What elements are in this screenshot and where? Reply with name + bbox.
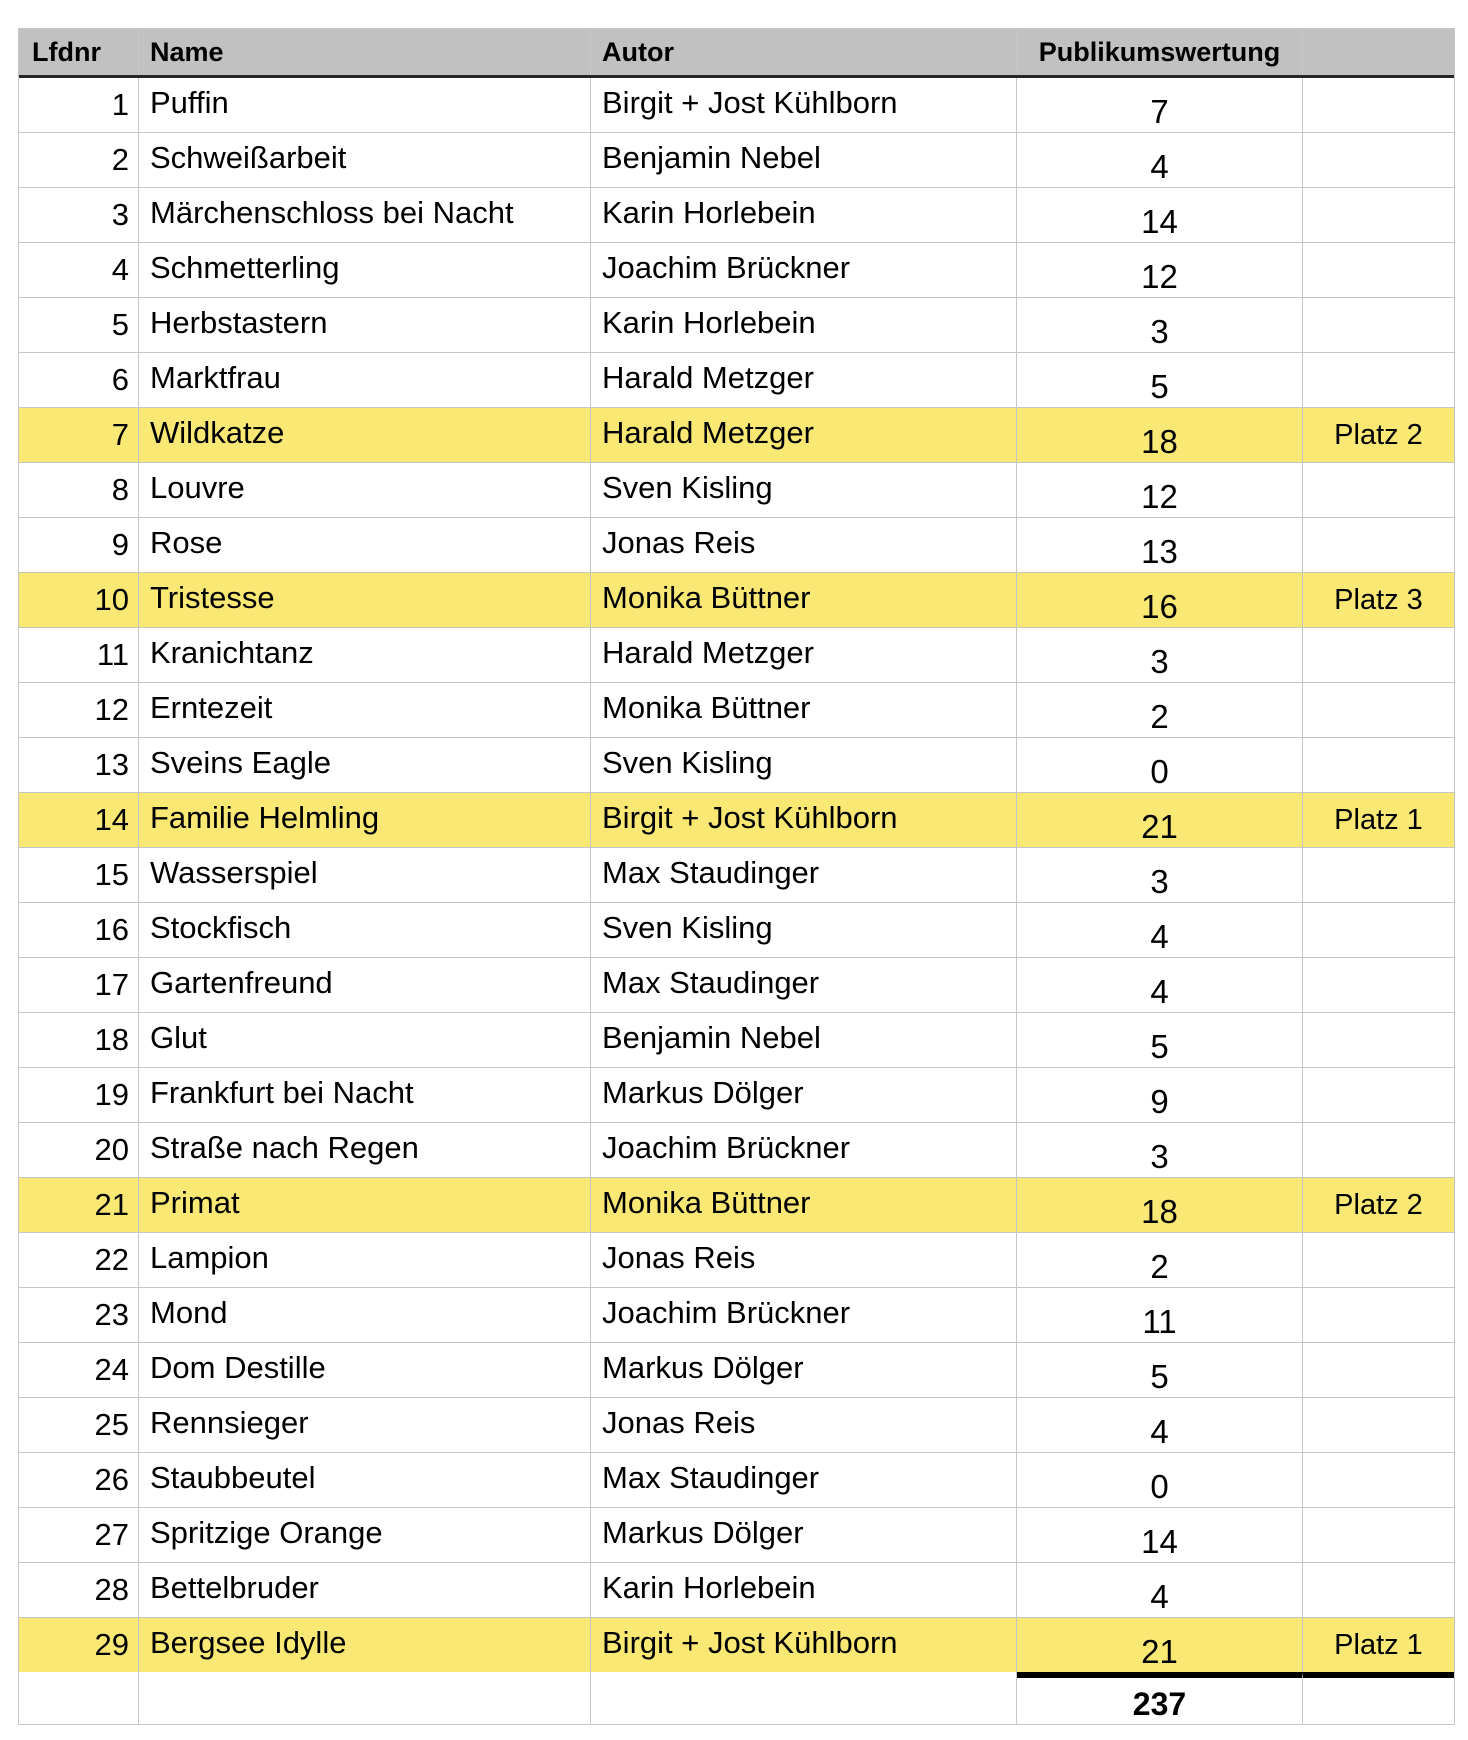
table-row bbox=[19, 353, 1454, 408]
total-cell-lfdnr[interactable] bbox=[19, 1672, 139, 1724]
cell-lfdnr[interactable]: 2 bbox=[19, 133, 139, 187]
cell-autor[interactable]: Karin Horlebein bbox=[591, 1563, 1017, 1617]
cell-wertung[interactable]: 18 bbox=[1017, 1178, 1303, 1232]
cell-lfdnr[interactable]: 10 bbox=[19, 573, 139, 627]
cell-lfdnr[interactable]: 25 bbox=[19, 1398, 139, 1452]
table-row bbox=[19, 188, 1454, 243]
cell-wertung[interactable]: 21 bbox=[1017, 1618, 1303, 1672]
cell-wertung[interactable]: 2 bbox=[1017, 683, 1303, 737]
cell-lfdnr[interactable]: 20 bbox=[19, 1123, 139, 1177]
table-row bbox=[19, 1343, 1454, 1398]
cell-name[interactable]: Louvre bbox=[139, 463, 591, 517]
cell-name[interactable]: Familie Helmling bbox=[139, 793, 591, 847]
cell-autor[interactable]: Max Staudinger bbox=[591, 848, 1017, 902]
cell-lfdnr[interactable]: 9 bbox=[19, 518, 139, 572]
table-row bbox=[19, 1123, 1454, 1178]
cell-wertung[interactable]: 4 bbox=[1017, 958, 1303, 1012]
cell-wertung[interactable]: 11 bbox=[1017, 1288, 1303, 1342]
cell-name[interactable]: Dom Destille bbox=[139, 1343, 591, 1397]
cell-platz[interactable] bbox=[1303, 133, 1454, 187]
cell-wertung[interactable]: 0 bbox=[1017, 1453, 1303, 1507]
header-lfdnr[interactable]: Lfdnr bbox=[19, 29, 139, 75]
table-row bbox=[19, 1013, 1454, 1068]
cell-lfdnr[interactable]: 23 bbox=[19, 1288, 139, 1342]
cell-platz[interactable]: Platz 2 bbox=[1334, 1188, 1423, 1221]
cell-platz[interactable] bbox=[1303, 78, 1454, 132]
cell-platz[interactable] bbox=[1303, 1453, 1454, 1507]
cell-lfdnr[interactable]: 22 bbox=[19, 1233, 139, 1287]
cell-wertung[interactable]: 4 bbox=[1017, 903, 1303, 957]
cell-platz[interactable]: Platz 1 bbox=[1334, 803, 1423, 836]
cell-name[interactable]: Primat bbox=[139, 1178, 591, 1232]
cell-platz[interactable] bbox=[1303, 903, 1454, 957]
table-row bbox=[19, 1398, 1454, 1453]
cell-platz[interactable] bbox=[1303, 243, 1454, 297]
cell-name[interactable]: Tristesse bbox=[139, 573, 591, 627]
cell-autor[interactable]: Monika Büttner bbox=[591, 573, 1017, 627]
table-row bbox=[19, 848, 1454, 903]
cell-platz[interactable] bbox=[1303, 738, 1454, 792]
header-name[interactable]: Name bbox=[139, 29, 591, 75]
cell-name[interactable]: Stockfisch bbox=[139, 903, 591, 957]
cell-name[interactable]: Staubbeutel bbox=[139, 1453, 591, 1507]
cell-platz[interactable] bbox=[1303, 958, 1454, 1012]
cell-name[interactable]: Lampion bbox=[139, 1233, 591, 1287]
cell-name[interactable]: Frankfurt bei Nacht bbox=[139, 1068, 591, 1122]
table-row bbox=[19, 1563, 1454, 1618]
cell-wertung[interactable]: 3 bbox=[1017, 298, 1303, 352]
cell-name[interactable]: Bergsee Idylle bbox=[139, 1618, 591, 1672]
table-row bbox=[19, 1178, 1454, 1233]
cell-lfdnr[interactable]: 17 bbox=[19, 958, 139, 1012]
total-cell-name[interactable] bbox=[139, 1672, 591, 1724]
cell-lfdnr[interactable]: 3 bbox=[19, 188, 139, 242]
cell-wertung[interactable]: 2 bbox=[1017, 1233, 1303, 1287]
cell-wertung[interactable]: 9 bbox=[1017, 1068, 1303, 1122]
table-row bbox=[19, 78, 1454, 133]
cell-lfdnr[interactable]: 8 bbox=[19, 463, 139, 517]
cell-wertung[interactable]: 13 bbox=[1017, 518, 1303, 572]
total-sum[interactable]: 237 bbox=[1017, 1672, 1303, 1724]
cell-platz[interactable] bbox=[1303, 1068, 1454, 1122]
cell-wertung[interactable]: 3 bbox=[1017, 848, 1303, 902]
cell-wertung[interactable]: 16 bbox=[1017, 573, 1303, 627]
table-row bbox=[19, 1233, 1454, 1288]
cell-autor[interactable]: Max Staudinger bbox=[591, 1453, 1017, 1507]
cell-wertung[interactable]: 5 bbox=[1017, 1343, 1303, 1397]
cell-platz[interactable] bbox=[1303, 1123, 1454, 1177]
table-header-row bbox=[19, 29, 1454, 78]
cell-lfdnr[interactable]: 11 bbox=[19, 628, 139, 682]
cell-name[interactable]: Erntezeit bbox=[139, 683, 591, 737]
cell-autor[interactable]: Joachim Brückner bbox=[591, 1288, 1017, 1342]
cell-platz[interactable]: Platz 1 bbox=[1334, 1628, 1423, 1661]
cell-wertung[interactable]: 12 bbox=[1017, 463, 1303, 517]
cell-lfdnr[interactable]: 15 bbox=[19, 848, 139, 902]
total-cell-platz[interactable] bbox=[1303, 1672, 1454, 1724]
table-row bbox=[19, 1453, 1454, 1508]
cell-platz[interactable] bbox=[1303, 518, 1454, 572]
cell-lfdnr[interactable]: 6 bbox=[19, 353, 139, 407]
cell-autor[interactable]: Markus Dölger bbox=[591, 1343, 1017, 1397]
cell-autor[interactable]: Harald Metzger bbox=[591, 408, 1017, 462]
cell-platz[interactable] bbox=[1303, 1013, 1454, 1067]
cell-platz[interactable] bbox=[1303, 353, 1454, 407]
table-row bbox=[19, 1508, 1454, 1563]
table-row bbox=[19, 408, 1454, 463]
cell-autor[interactable]: Birgit + Jost Kühlborn bbox=[591, 1618, 1017, 1672]
table-row bbox=[19, 738, 1454, 793]
cell-wertung[interactable]: 7 bbox=[1017, 78, 1303, 132]
table-row bbox=[19, 1618, 1454, 1672]
cell-name[interactable]: Straße nach Regen bbox=[139, 1123, 591, 1177]
table-row bbox=[19, 518, 1454, 573]
cell-name[interactable]: Mond bbox=[139, 1288, 591, 1342]
cell-name[interactable]: Gartenfreund bbox=[139, 958, 591, 1012]
table-row bbox=[19, 903, 1454, 958]
cell-platz[interactable] bbox=[1303, 1288, 1454, 1342]
cell-autor[interactable]: Birgit + Jost Kühlborn bbox=[591, 78, 1017, 132]
cell-lfdnr[interactable]: 26 bbox=[19, 1453, 139, 1507]
cell-autor[interactable]: Harald Metzger bbox=[591, 353, 1017, 407]
cell-platz[interactable] bbox=[1303, 188, 1454, 242]
cell-lfdnr[interactable]: 19 bbox=[19, 1068, 139, 1122]
cell-autor[interactable]: Karin Horlebein bbox=[591, 298, 1017, 352]
cell-lfdnr[interactable]: 7 bbox=[19, 408, 139, 462]
cell-wertung[interactable]: 5 bbox=[1017, 353, 1303, 407]
cell-lfdnr[interactable]: 12 bbox=[19, 683, 139, 737]
cell-lfdnr[interactable]: 21 bbox=[19, 1178, 139, 1232]
cell-lfdnr[interactable]: 4 bbox=[19, 243, 139, 297]
cell-lfdnr[interactable]: 1 bbox=[19, 78, 139, 132]
cell-platz[interactable]: Platz 2 bbox=[1334, 418, 1423, 451]
table-body bbox=[19, 78, 1454, 1672]
cell-wertung[interactable]: 3 bbox=[1017, 1123, 1303, 1177]
cell-wertung[interactable]: 4 bbox=[1017, 1398, 1303, 1452]
cell-autor[interactable]: Sven Kisling bbox=[591, 738, 1017, 792]
cell-name[interactable]: Bettelbruder bbox=[139, 1563, 591, 1617]
cell-wertung[interactable]: 4 bbox=[1017, 133, 1303, 187]
cell-name[interactable]: Märchenschloss bei Nacht bbox=[139, 188, 591, 242]
cell-name[interactable]: Wasserspiel bbox=[139, 848, 591, 902]
table-row bbox=[19, 573, 1454, 628]
cell-platz[interactable]: Platz 3 bbox=[1334, 583, 1423, 616]
cell-autor[interactable]: Markus Dölger bbox=[591, 1508, 1017, 1562]
table-row bbox=[19, 628, 1454, 683]
header-autor[interactable]: Autor bbox=[591, 29, 1017, 75]
cell-name[interactable]: Wildkatze bbox=[139, 408, 591, 462]
cell-wertung[interactable]: 0 bbox=[1017, 738, 1303, 792]
cell-platz[interactable] bbox=[1303, 1563, 1454, 1617]
cell-autor[interactable]: Sven Kisling bbox=[591, 903, 1017, 957]
cell-autor[interactable]: Joachim Brückner bbox=[591, 243, 1017, 297]
cell-autor[interactable]: Joachim Brückner bbox=[591, 1123, 1017, 1177]
table-row bbox=[19, 243, 1454, 298]
cell-autor[interactable]: Benjamin Nebel bbox=[591, 133, 1017, 187]
cell-autor[interactable]: Max Staudinger bbox=[591, 958, 1017, 1012]
cell-platz[interactable] bbox=[1303, 1398, 1454, 1452]
cell-platz[interactable] bbox=[1303, 1508, 1454, 1562]
cell-wertung[interactable]: 5 bbox=[1017, 1013, 1303, 1067]
cell-name[interactable]: Rose bbox=[139, 518, 591, 572]
cell-platz[interactable] bbox=[1303, 848, 1454, 902]
cell-wertung[interactable]: 14 bbox=[1017, 1508, 1303, 1562]
cell-autor[interactable]: Sven Kisling bbox=[591, 463, 1017, 517]
cell-lfdnr[interactable]: 29 bbox=[19, 1618, 139, 1672]
cell-platz[interactable] bbox=[1303, 628, 1454, 682]
cell-wertung[interactable]: 14 bbox=[1017, 188, 1303, 242]
table-row bbox=[19, 298, 1454, 353]
cell-lfdnr[interactable]: 27 bbox=[19, 1508, 139, 1562]
cell-lfdnr[interactable]: 18 bbox=[19, 1013, 139, 1067]
cell-autor[interactable]: Harald Metzger bbox=[591, 628, 1017, 682]
cell-platz[interactable] bbox=[1303, 1343, 1454, 1397]
cell-name[interactable]: Kranichtanz bbox=[139, 628, 591, 682]
cell-platz[interactable] bbox=[1303, 683, 1454, 737]
cell-autor[interactable]: Monika Büttner bbox=[591, 1178, 1017, 1232]
cell-autor[interactable]: Karin Horlebein bbox=[591, 188, 1017, 242]
cell-autor[interactable]: Jonas Reis bbox=[591, 518, 1017, 572]
cell-lfdnr[interactable]: 13 bbox=[19, 738, 139, 792]
cell-wertung[interactable]: 4 bbox=[1017, 1563, 1303, 1617]
cell-lfdnr[interactable]: 16 bbox=[19, 903, 139, 957]
table-row bbox=[19, 793, 1454, 848]
total-cell-autor[interactable] bbox=[591, 1672, 1017, 1724]
cell-lfdnr[interactable]: 14 bbox=[19, 793, 139, 847]
cell-autor[interactable]: Markus Dölger bbox=[591, 1068, 1017, 1122]
cell-wertung[interactable]: 3 bbox=[1017, 628, 1303, 682]
cell-name[interactable]: Schweißarbeit bbox=[139, 133, 591, 187]
cell-lfdnr[interactable]: 24 bbox=[19, 1343, 139, 1397]
cell-name[interactable]: Puffin bbox=[139, 78, 591, 132]
cell-name[interactable]: Glut bbox=[139, 1013, 591, 1067]
total-row bbox=[19, 1672, 1454, 1724]
table-row bbox=[19, 1288, 1454, 1343]
cell-autor[interactable]: Jonas Reis bbox=[591, 1398, 1017, 1452]
table-row bbox=[19, 133, 1454, 188]
cell-platz[interactable] bbox=[1303, 298, 1454, 352]
cell-autor[interactable]: Birgit + Jost Kühlborn bbox=[591, 793, 1017, 847]
header-publikumswertung[interactable]: Publikumswertung bbox=[1017, 29, 1303, 75]
cell-wertung[interactable]: 21 bbox=[1017, 793, 1303, 847]
cell-name[interactable]: Rennsieger bbox=[139, 1398, 591, 1452]
cell-autor[interactable]: Monika Büttner bbox=[591, 683, 1017, 737]
table-row bbox=[19, 683, 1454, 738]
header-platz[interactable] bbox=[1303, 29, 1454, 75]
cell-autor[interactable]: Jonas Reis bbox=[591, 1233, 1017, 1287]
cell-platz[interactable] bbox=[1303, 463, 1454, 517]
table-row bbox=[19, 1068, 1454, 1123]
cell-name[interactable]: Sveins Eagle bbox=[139, 738, 591, 792]
cell-lfdnr[interactable]: 5 bbox=[19, 298, 139, 352]
ratings-table bbox=[18, 28, 1455, 1725]
cell-wertung[interactable]: 12 bbox=[1017, 243, 1303, 297]
table-row bbox=[19, 463, 1454, 518]
table-row bbox=[19, 958, 1454, 1013]
cell-name[interactable]: Herbstastern bbox=[139, 298, 591, 352]
cell-name[interactable]: Marktfrau bbox=[139, 353, 591, 407]
cell-name[interactable]: Schmetterling bbox=[139, 243, 591, 297]
cell-autor[interactable]: Benjamin Nebel bbox=[591, 1013, 1017, 1067]
cell-wertung[interactable]: 18 bbox=[1017, 408, 1303, 462]
cell-platz[interactable] bbox=[1303, 1233, 1454, 1287]
cell-lfdnr[interactable]: 28 bbox=[19, 1563, 139, 1617]
cell-name[interactable]: Spritzige Orange bbox=[139, 1508, 591, 1562]
